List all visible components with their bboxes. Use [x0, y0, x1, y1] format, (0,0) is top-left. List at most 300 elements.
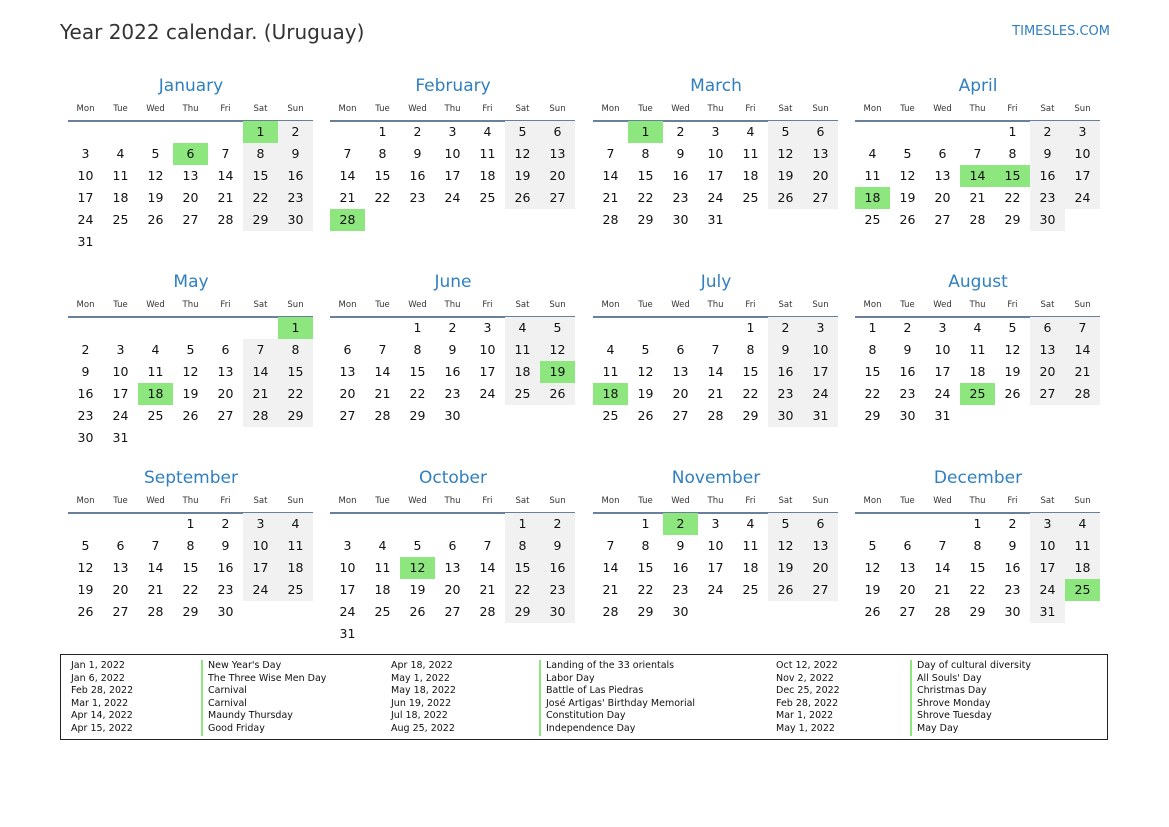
month-june	[330, 272, 576, 462]
day-cell: 22	[742, 386, 759, 401]
day-cell: 19	[182, 386, 199, 401]
month-july	[593, 272, 839, 462]
day-cell: 10	[112, 364, 129, 379]
day-cell: 6	[903, 538, 912, 553]
day-cell: 26	[768, 579, 803, 601]
weekday-label: Wed	[408, 300, 427, 310]
day-cell: 5	[768, 121, 803, 143]
day-cell: 19	[1004, 364, 1021, 379]
weekday-label: Sat	[515, 300, 530, 310]
weekday-label: Thu	[707, 496, 724, 506]
weekday-label: Tue	[638, 104, 653, 114]
day-cell: 17	[77, 190, 94, 205]
weekday-label: Wed	[146, 300, 165, 310]
day-cell: 15	[278, 361, 313, 383]
day-cell: 5	[641, 342, 650, 357]
holiday-name: The Three Wise Men Day	[201, 673, 326, 686]
weekday-label: Thu	[707, 300, 724, 310]
day-cell: 10	[243, 535, 278, 557]
weekday-label: Mon	[601, 496, 620, 506]
day-cell: 8	[413, 342, 422, 357]
day-cell: 28	[147, 604, 164, 619]
day-cell: 28	[969, 212, 986, 227]
day-cell: 6	[221, 342, 230, 357]
weekday-label: Fri	[220, 496, 231, 506]
day-cell: 16	[1030, 165, 1065, 187]
weekday-label: Tue	[375, 496, 390, 506]
holiday-date: Nov 2, 2022	[776, 672, 834, 684]
day-cell: 3	[448, 124, 457, 139]
holiday-date: Jan 6, 2022	[71, 672, 125, 684]
weekday-label: Wed	[146, 496, 165, 506]
day-cell: 5	[868, 538, 877, 553]
day-cell: 4	[868, 146, 877, 161]
day-cell: 14	[243, 361, 278, 383]
weekday-label: Sat	[778, 496, 793, 506]
weekday-label: Sat	[253, 300, 268, 310]
day-cell: 5	[1008, 320, 1017, 335]
weekday-label: Sat	[515, 496, 530, 506]
day-cell: 30	[278, 209, 313, 231]
day-cell: 12	[182, 364, 199, 379]
day-cell: 4	[1065, 513, 1100, 535]
holiday-day-cell: 18	[593, 383, 628, 405]
holiday-day-cell: 18	[138, 383, 173, 405]
day-cell: 25	[374, 604, 391, 619]
day-cell: 5	[413, 538, 422, 553]
day-cell: 20	[182, 190, 199, 205]
weekday-label: Wed	[408, 104, 427, 114]
day-cell: 18	[742, 168, 759, 183]
day-cell: 13	[217, 364, 234, 379]
holiday-day-cell: 25	[960, 383, 995, 405]
day-cell: 30	[217, 604, 234, 619]
day-cell: 15	[637, 560, 654, 575]
day-cell: 12	[899, 168, 916, 183]
day-cell: 15	[182, 560, 199, 575]
day-cell: 3	[243, 513, 278, 535]
day-cell: 23	[899, 386, 916, 401]
weekday-label: Wed	[671, 496, 690, 506]
weekday-label: Tue	[638, 496, 653, 506]
weekday-label: Thu	[444, 104, 461, 114]
day-cell: 24	[243, 579, 278, 601]
day-cell: 14	[602, 560, 619, 575]
weekday-label: Thu	[182, 300, 199, 310]
day-cell: 4	[278, 513, 313, 535]
day-cell: 20	[934, 190, 951, 205]
day-cell: 17	[479, 364, 496, 379]
holiday-day-cell: 25	[1065, 579, 1100, 601]
day-cell: 22	[1004, 190, 1021, 205]
day-cell: 26	[182, 408, 199, 423]
holiday-name: Good Friday	[201, 723, 265, 736]
site-link[interactable]: TIMESLES.COM	[1012, 24, 1110, 39]
day-cell: 8	[973, 538, 982, 553]
day-cell: 1	[413, 320, 422, 335]
month-name: July	[700, 272, 732, 292]
month-february	[330, 76, 576, 266]
day-cell: 13	[1030, 339, 1065, 361]
weekday-label: Tue	[113, 300, 128, 310]
day-cell: 5	[505, 121, 540, 143]
day-cell: 23	[409, 190, 426, 205]
day-cell: 1	[746, 320, 755, 335]
holiday-day-cell: 18	[855, 187, 890, 209]
holiday-date: Mar 1, 2022	[776, 710, 834, 722]
weekday-label: Wed	[933, 496, 952, 506]
day-cell: 28	[479, 604, 496, 619]
day-cell: 28	[374, 408, 391, 423]
day-cell: 17	[339, 582, 356, 597]
weekday-label: Tue	[375, 300, 390, 310]
day-cell: 26	[77, 604, 94, 619]
day-cell: 26	[899, 212, 916, 227]
day-cell: 9	[1030, 143, 1065, 165]
weekday-label: Fri	[482, 496, 493, 506]
day-cell: 3	[711, 124, 720, 139]
day-cell: 18	[505, 361, 540, 383]
month-header-rule	[68, 316, 313, 318]
day-cell: 4	[151, 342, 160, 357]
day-cell: 4	[746, 516, 755, 531]
day-cell: 18	[112, 190, 129, 205]
day-cell: 10	[77, 168, 94, 183]
weekday-label: Fri	[482, 300, 493, 310]
day-cell: 10	[1065, 143, 1100, 165]
weekday-label: Wed	[933, 104, 952, 114]
month-december	[855, 468, 1101, 658]
holiday-name: Christmas Day	[910, 685, 987, 698]
day-cell: 12	[147, 168, 164, 183]
day-cell: 13	[112, 560, 129, 575]
day-cell: 15	[374, 168, 391, 183]
holiday-date: Jul 18, 2022	[391, 710, 448, 722]
day-cell: 24	[1030, 579, 1065, 601]
day-cell: 6	[803, 121, 838, 143]
day-cell: 17	[243, 557, 278, 579]
day-cell: 30	[444, 408, 461, 423]
day-cell: 9	[1008, 538, 1017, 553]
day-cell: 6	[448, 538, 457, 553]
day-cell: 10	[444, 146, 461, 161]
weekday-label: Sat	[1040, 496, 1055, 506]
weekday-label: Sun	[287, 496, 304, 506]
day-cell: 11	[742, 146, 759, 161]
day-cell: 5	[903, 146, 912, 161]
day-cell: 9	[221, 538, 230, 553]
day-cell: 6	[116, 538, 125, 553]
day-cell: 14	[1065, 339, 1100, 361]
day-cell: 14	[339, 168, 356, 183]
day-cell: 14	[602, 168, 619, 183]
day-cell: 10	[707, 146, 724, 161]
day-cell: 15	[505, 557, 540, 579]
weekday-label: Sat	[1040, 104, 1055, 114]
day-cell: 8	[186, 538, 195, 553]
weekday-label: Mon	[76, 300, 95, 310]
month-name: November	[671, 468, 761, 488]
day-cell: 11	[374, 560, 391, 575]
day-cell: 25	[505, 383, 540, 405]
day-cell: 31	[934, 408, 951, 423]
weekday-label: Thu	[182, 496, 199, 506]
day-cell: 23	[1004, 582, 1021, 597]
day-cell: 7	[973, 146, 982, 161]
weekday-label: Thu	[444, 300, 461, 310]
holiday-date: Mar 1, 2022	[71, 697, 129, 709]
day-cell: 11	[505, 339, 540, 361]
day-cell: 19	[77, 582, 94, 597]
day-cell: 19	[899, 190, 916, 205]
day-cell: 28	[707, 408, 724, 423]
day-cell: 16	[768, 361, 803, 383]
holiday-day-cell: 1	[243, 121, 278, 143]
day-cell: 27	[540, 187, 575, 209]
day-cell: 20	[339, 386, 356, 401]
holiday-name: May Day	[910, 723, 958, 736]
day-cell: 19	[768, 165, 803, 187]
month-november	[593, 468, 839, 658]
day-cell: 20	[444, 582, 461, 597]
day-cell: 12	[864, 560, 881, 575]
day-cell: 27	[444, 604, 461, 619]
day-cell: 21	[1065, 361, 1100, 383]
day-cell: 18	[742, 560, 759, 575]
day-cell: 30	[768, 405, 803, 427]
day-cell: 6	[1030, 317, 1065, 339]
day-cell: 29	[864, 408, 881, 423]
day-cell: 27	[112, 604, 129, 619]
weekday-label: Fri	[745, 104, 756, 114]
day-cell: 5	[540, 317, 575, 339]
day-cell: 23	[768, 383, 803, 405]
day-cell: 2	[903, 320, 912, 335]
day-cell: 8	[641, 538, 650, 553]
day-cell: 13	[540, 143, 575, 165]
day-cell: 6	[343, 342, 352, 357]
day-cell: 17	[934, 364, 951, 379]
holiday-name: Landing of the 33 orientals	[539, 660, 674, 673]
weekday-label: Mon	[601, 104, 620, 114]
day-cell: 21	[969, 190, 986, 205]
weekday-label: Thu	[969, 496, 986, 506]
day-cell: 2	[221, 516, 230, 531]
day-cell: 22	[637, 190, 654, 205]
holiday-name: Battle of Las Piedras	[539, 685, 643, 698]
day-cell: 7	[483, 538, 492, 553]
day-cell: 13	[182, 168, 199, 183]
day-cell: 29	[505, 601, 540, 623]
day-cell: 4	[973, 320, 982, 335]
day-cell: 14	[147, 560, 164, 575]
day-cell: 9	[448, 342, 457, 357]
day-cell: 29	[742, 408, 759, 423]
weekday-label: Thu	[444, 496, 461, 506]
day-cell: 13	[672, 364, 689, 379]
day-cell: 14	[707, 364, 724, 379]
day-cell: 13	[899, 560, 916, 575]
holiday-name: Shrove Tuesday	[910, 710, 992, 723]
holiday-date: Aug 25, 2022	[391, 723, 455, 734]
day-cell: 9	[903, 342, 912, 357]
weekday-label: Sat	[1040, 300, 1055, 310]
day-cell: 25	[479, 190, 496, 205]
holiday-day-cell: 28	[330, 209, 365, 231]
day-cell: 25	[278, 579, 313, 601]
day-cell: 7	[378, 342, 387, 357]
day-cell: 10	[707, 538, 724, 553]
day-cell: 14	[217, 168, 234, 183]
day-cell: 24	[479, 386, 496, 401]
day-cell: 16	[899, 364, 916, 379]
weekday-label: Sat	[515, 104, 530, 114]
day-cell: 18	[278, 557, 313, 579]
day-cell: 29	[969, 604, 986, 619]
weekday-label: Fri	[220, 104, 231, 114]
day-cell: 3	[483, 320, 492, 335]
day-cell: 13	[803, 535, 838, 557]
weekday-label: Mon	[338, 300, 357, 310]
month-january	[68, 76, 314, 266]
day-cell: 1	[378, 124, 387, 139]
day-cell: 23	[278, 187, 313, 209]
day-cell: 4	[606, 342, 615, 357]
day-cell: 2	[413, 124, 422, 139]
day-cell: 9	[768, 339, 803, 361]
day-cell: 12	[77, 560, 94, 575]
holiday-date: Dec 25, 2022	[776, 685, 840, 697]
day-cell: 8	[746, 342, 755, 357]
day-cell: 12	[768, 143, 803, 165]
day-cell: 16	[77, 386, 94, 401]
holiday-name: New Year's Day	[201, 660, 281, 673]
day-cell: 12	[768, 535, 803, 557]
weekday-label: Wed	[671, 300, 690, 310]
weekday-label: Sun	[287, 300, 304, 310]
day-cell: 29	[637, 212, 654, 227]
month-name: March	[690, 76, 742, 96]
day-cell: 28	[217, 212, 234, 227]
day-cell: 27	[1030, 383, 1065, 405]
day-cell: 25	[864, 212, 881, 227]
day-cell: 5	[151, 146, 160, 161]
weekday-label: Tue	[113, 496, 128, 506]
month-march	[593, 76, 839, 266]
day-cell: 26	[505, 187, 540, 209]
day-cell: 16	[1004, 560, 1021, 575]
month-may	[68, 272, 314, 462]
day-cell: 22	[969, 582, 986, 597]
day-cell: 7	[606, 146, 615, 161]
day-cell: 21	[934, 582, 951, 597]
month-name: December	[933, 468, 1023, 488]
day-cell: 1	[505, 513, 540, 535]
day-cell: 28	[243, 405, 278, 427]
day-cell: 31	[803, 405, 838, 427]
day-cell: 27	[217, 408, 234, 423]
month-name: January	[158, 76, 224, 96]
day-cell: 17	[707, 560, 724, 575]
day-cell: 6	[540, 121, 575, 143]
day-cell: 19	[409, 582, 426, 597]
day-cell: 3	[116, 342, 125, 357]
day-cell: 23	[540, 579, 575, 601]
weekday-label: Mon	[863, 300, 882, 310]
day-cell: 9	[413, 146, 422, 161]
day-cell: 24	[707, 190, 724, 205]
holiday-name: Shrove Monday	[910, 698, 991, 711]
holiday-day-cell: 1	[628, 121, 663, 143]
weekday-label: Fri	[482, 104, 493, 114]
weekday-label: Sun	[287, 104, 304, 114]
day-cell: 8	[243, 143, 278, 165]
weekday-label: Mon	[76, 496, 95, 506]
day-cell: 5	[186, 342, 195, 357]
holiday-name: Independence Day	[539, 723, 635, 736]
day-cell: 20	[112, 582, 129, 597]
holiday-day-cell: 14	[960, 165, 995, 187]
day-cell: 14	[934, 560, 951, 575]
day-cell: 26	[637, 408, 654, 423]
day-cell: 21	[339, 190, 356, 205]
day-cell: 16	[444, 364, 461, 379]
weekday-label: Mon	[601, 300, 620, 310]
day-cell: 2	[768, 317, 803, 339]
holiday-name: Constitution Day	[539, 710, 626, 723]
day-cell: 16	[672, 168, 689, 183]
weekday-label: Mon	[338, 496, 357, 506]
holiday-date: May 1, 2022	[391, 672, 450, 684]
day-cell: 27	[934, 212, 951, 227]
day-cell: 16	[409, 168, 426, 183]
weekday-label: Sun	[1074, 496, 1091, 506]
day-cell: 8	[1008, 146, 1017, 161]
day-cell: 19	[637, 386, 654, 401]
day-cell: 30	[540, 601, 575, 623]
day-cell: 22	[864, 386, 881, 401]
day-cell: 16	[278, 165, 313, 187]
day-cell: 11	[742, 538, 759, 553]
weekday-label: Sun	[1074, 300, 1091, 310]
weekday-label: Mon	[338, 104, 357, 114]
holiday-day-cell: 12	[400, 557, 435, 579]
holiday-date: May 1, 2022	[776, 723, 835, 734]
day-cell: 29	[278, 405, 313, 427]
day-cell: 2	[540, 513, 575, 535]
day-cell: 5	[768, 513, 803, 535]
day-cell: 31	[339, 626, 356, 641]
day-cell: 30	[77, 430, 94, 445]
day-cell: 15	[969, 560, 986, 575]
day-cell: 21	[217, 190, 234, 205]
weekday-label: Sun	[1074, 104, 1091, 114]
weekday-label: Tue	[638, 300, 653, 310]
day-cell: 24	[77, 212, 94, 227]
day-cell: 11	[864, 168, 881, 183]
day-cell: 23	[672, 190, 689, 205]
day-cell: 21	[602, 190, 619, 205]
day-cell: 27	[899, 604, 916, 619]
day-cell: 21	[147, 582, 164, 597]
day-cell: 22	[243, 187, 278, 209]
day-cell: 29	[1004, 212, 1021, 227]
day-cell: 8	[641, 146, 650, 161]
day-cell: 29	[243, 209, 278, 231]
weekday-label: Fri	[745, 300, 756, 310]
day-cell: 11	[147, 364, 164, 379]
day-cell: 8	[378, 146, 387, 161]
